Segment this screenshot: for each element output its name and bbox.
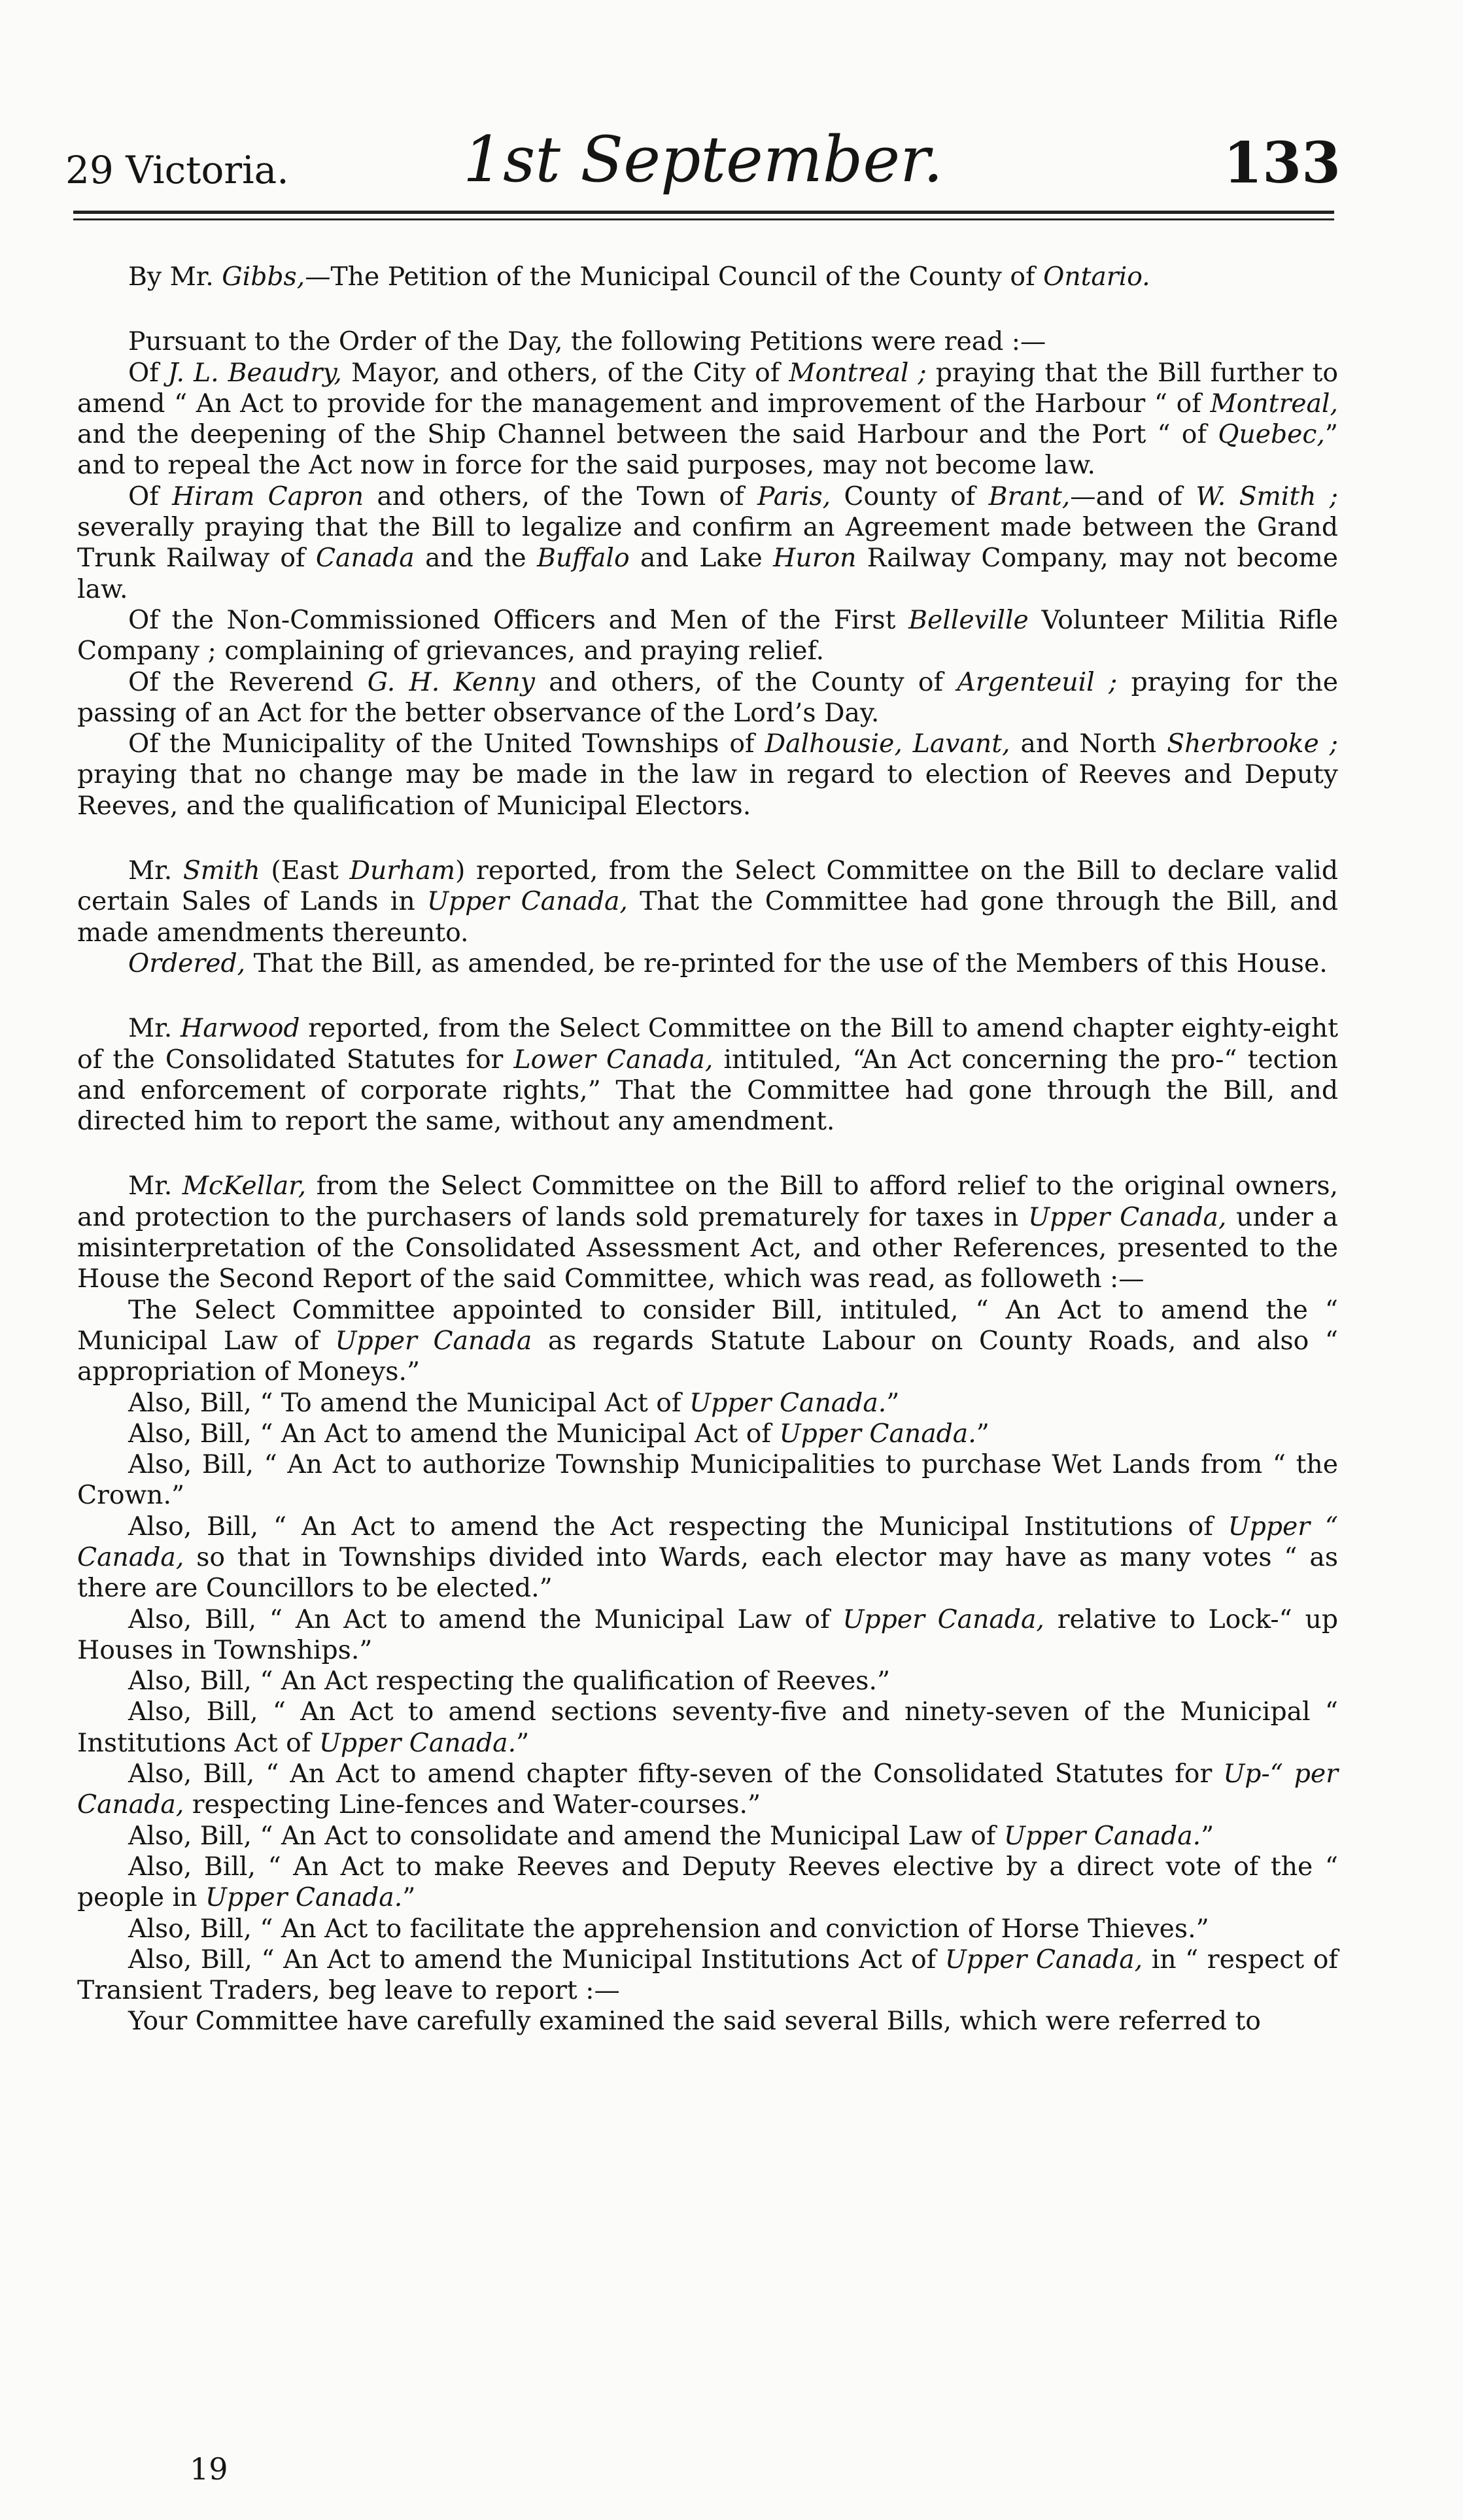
paragraph-spacer bbox=[77, 821, 1338, 855]
paragraph bbox=[77, 1171, 1338, 1294]
italic-run: Sherbrooke ; bbox=[1167, 729, 1339, 759]
text-run: Of the Non-Commissioned Officers and Men of the First bbox=[128, 605, 909, 635]
text-run: County of bbox=[831, 481, 989, 511]
paragraph bbox=[77, 1914, 1338, 1944]
paragraph bbox=[77, 667, 1338, 729]
text-run: Volunteer Militia Rifle Company ; complaining of grievances, and praying relief. bbox=[77, 605, 1338, 666]
text-run: Also, Bill, “ An Act to amend the Municipal Act of bbox=[128, 1419, 780, 1449]
paragraph bbox=[77, 1759, 1338, 1821]
text-run: intituled, “An Act concerning the pro-“ tection and enforcement of corporate rights,” That the Committee had gone through the Bill, and directed him to report the same, without any amendment. bbox=[77, 1044, 1338, 1137]
italic-run: Smith bbox=[182, 856, 260, 886]
italic-run: Quebec, bbox=[1218, 420, 1325, 450]
text-run: and others, of the Town of bbox=[364, 481, 758, 511]
italic-run: Ontario. bbox=[1043, 262, 1150, 292]
italic-run: Ordered, bbox=[128, 948, 246, 978]
paragraph bbox=[77, 1295, 1338, 1388]
text-run: and North bbox=[1010, 729, 1167, 759]
paragraph bbox=[77, 2006, 1338, 2037]
paragraph bbox=[77, 1944, 1338, 2007]
text-run: Of bbox=[128, 481, 173, 511]
text-run: Of bbox=[128, 358, 168, 388]
paragraph bbox=[77, 948, 1338, 979]
paragraph bbox=[77, 605, 1338, 667]
text-run: Also, Bill, “ An Act to amend sections seventy-five and ninety-seven of the Municipal “ Institutions Act of bbox=[77, 1697, 1338, 1758]
paragraph bbox=[77, 1697, 1338, 1759]
text-run: Of the Reverend bbox=[128, 667, 368, 697]
text-run: That the Committee had gone through the Bill, and made amendments thereunto. bbox=[77, 887, 1338, 948]
text-run: reported, from the Select Committee on the Bill to amend chapter eighty-eight of the Consolidated Statutes for bbox=[77, 1014, 1338, 1075]
italic-run: Upper Canada. bbox=[205, 1883, 403, 1913]
paragraph bbox=[77, 358, 1338, 481]
text-run: Also, Bill, “ An Act respecting the qualification of Reeves.” bbox=[128, 1666, 891, 1697]
paragraph bbox=[77, 1852, 1338, 1914]
italic-run: Upper Canada bbox=[335, 1326, 532, 1356]
header-rule-thin bbox=[73, 218, 1334, 220]
paragraph bbox=[77, 1449, 1338, 1511]
text-run: severally praying that the Bill to legalize and confirm an Agreement made between the Grand Trunk Railway of bbox=[77, 513, 1338, 574]
text-run: praying that no change may be made in the law in regard to election of Reeves and Deputy Reeves, and the qualification of Municipal Electors. bbox=[77, 760, 1338, 821]
italic-run: Huron bbox=[773, 544, 857, 574]
text-run: Mr. bbox=[128, 856, 183, 886]
text-run: Pursuant to the Order of the Day, the following Petitions were read :— bbox=[128, 327, 1046, 357]
italic-run: Upper Canada, bbox=[1027, 1202, 1227, 1232]
text-run: and the bbox=[414, 544, 537, 574]
italic-run: Upper Canada. bbox=[1003, 1821, 1201, 1851]
italic-run: Belleville bbox=[908, 605, 1029, 635]
italic-run: Upper “ Canada, bbox=[77, 1511, 1338, 1572]
text-run: under a misinterpretation of the Consolidated Assessment Act, and other References, presented to the House the Second Report of the said Committee, which was read, as followeth :— bbox=[77, 1202, 1338, 1294]
paragraph bbox=[77, 1388, 1338, 1419]
text-run: Of the Municipality of the United Townships of bbox=[128, 729, 765, 759]
text-run: Railway Company, may not become law. bbox=[77, 544, 1338, 604]
italic-run: Durham bbox=[349, 856, 456, 886]
page-number: 133 bbox=[1223, 130, 1341, 196]
text-run: Also, Bill, “ An Act to amend the Act respecting the Municipal Institutions of bbox=[128, 1511, 1228, 1542]
text-run: —The Petition of the Municipal Council of the County of bbox=[305, 262, 1044, 292]
italic-run: Montreal, bbox=[1210, 388, 1338, 419]
text-run: That the Bill, as amended, be re-printed for the use of the Members of this House. bbox=[245, 948, 1328, 978]
text-run: and Lake bbox=[629, 544, 774, 574]
paragraph bbox=[77, 855, 1338, 948]
text-run: praying that the Bill further to amend “ An Act to provide for the management and improvement of the Harbour “ of bbox=[77, 358, 1339, 419]
text-run: Also, Bill, “ An Act to amend the Municipal Institutions Act of bbox=[128, 1944, 945, 1975]
paragraph bbox=[77, 1511, 1338, 1604]
italic-run: Canada bbox=[315, 544, 415, 574]
text-run: praying for the passing of an Act for the better observance of the Lord’s Day. bbox=[77, 667, 1339, 728]
text-run: in “ respect of Transient Traders, beg leave to report :— bbox=[77, 1944, 1338, 2006]
italic-run: Argenteuil ; bbox=[957, 667, 1118, 697]
text-run: and the deepening of the Ship Channel between the said Harbour and the Port “ of bbox=[77, 420, 1218, 450]
text-run: Also, Bill, “ An Act to authorize Township Municipalities to purchase Wet Lands from “ the Crown.” bbox=[77, 1450, 1338, 1511]
italic-run: Up-“ per Canada, bbox=[77, 1759, 1338, 1820]
italic-run: Upper Canada, bbox=[842, 1604, 1044, 1634]
italic-run: J. L. Beaudry, bbox=[167, 358, 342, 388]
text-run: ” bbox=[886, 1388, 900, 1418]
italic-run: Upper Canada. bbox=[318, 1728, 517, 1758]
paragraph bbox=[77, 729, 1338, 821]
text-run: Mayor, and others, of the City of bbox=[341, 358, 789, 388]
paragraph bbox=[77, 262, 1338, 292]
italic-run: Upper Canada, bbox=[426, 887, 628, 917]
text-run: The Select Committee appointed to consider Bill, intituled, “ An Act to amend the “ Municipal Law of bbox=[77, 1295, 1338, 1356]
header-volume: 29 Victoria. bbox=[65, 148, 289, 192]
italic-run: W. Smith ; bbox=[1196, 481, 1338, 511]
text-run: (East bbox=[260, 856, 350, 886]
paragraph bbox=[77, 1419, 1338, 1449]
italic-run: Upper Canada. bbox=[689, 1388, 887, 1418]
text-run: Also, Bill, “ An Act to amend the Municipal Law of bbox=[128, 1604, 843, 1634]
paragraph-spacer bbox=[77, 292, 1338, 326]
paragraph bbox=[77, 326, 1338, 357]
text-run: ” and to repeal the Act now in force for the said purposes, may not become law. bbox=[77, 420, 1338, 481]
italic-run: Montreal ; bbox=[789, 358, 927, 388]
text-run: By Mr. bbox=[128, 262, 222, 292]
text-run: Also, Bill, “ An Act to amend chapter fifty-seven of the Consolidated Statutes for bbox=[128, 1759, 1224, 1789]
italic-run: Brant, bbox=[988, 481, 1071, 511]
header-date: 1st September. bbox=[462, 123, 943, 196]
text-run: Also, Bill, “ An Act to make Reeves and Deputy Reeves elective by a direct vote of the “ people in bbox=[77, 1852, 1338, 1913]
text-run: and others, of the County of bbox=[534, 667, 957, 697]
paragraph-spacer bbox=[77, 979, 1338, 1013]
text-run: ” bbox=[516, 1728, 530, 1758]
text-run: Also, Bill, “ To amend the Municipal Act of bbox=[128, 1388, 689, 1418]
text-run: relative to Lock-“ up Houses in Townships.” bbox=[77, 1604, 1338, 1665]
italic-run: Buffalo bbox=[536, 544, 630, 574]
paragraph-spacer bbox=[77, 1137, 1338, 1171]
italic-run: Dalhousie, Lavant, bbox=[765, 729, 1010, 759]
paragraph bbox=[77, 481, 1338, 605]
italic-run: Lower Canada, bbox=[513, 1044, 714, 1075]
text-run: ” bbox=[976, 1419, 990, 1449]
text-run: Also, Bill, “ An Act to facilitate the apprehension and conviction of Horse Thieves.” bbox=[128, 1914, 1209, 1944]
text-run: ” bbox=[1201, 1821, 1214, 1851]
paragraph bbox=[77, 1013, 1338, 1137]
text-run: so that in Townships divided into Wards, each elector may have as many votes “ as there are Councillors to be elected.” bbox=[77, 1542, 1338, 1604]
italic-run: G. H. Kenny bbox=[367, 667, 535, 697]
text-run: Mr. bbox=[128, 1014, 181, 1044]
italic-run: Paris, bbox=[757, 481, 831, 511]
text-run: as regards Statute Labour on County Roads, and also “ appropriation of Moneys.” bbox=[77, 1326, 1339, 1387]
text-run: ) reported, from the Select Committee on the Bill to declare valid certain Sales of Lands in bbox=[77, 856, 1338, 917]
paragraph bbox=[77, 1666, 1338, 1697]
text-run: Mr. bbox=[128, 1171, 182, 1201]
italic-run: Upper Canada, bbox=[944, 1944, 1143, 1975]
text-run: Your Committee have carefully examined the said several Bills, which were referred to bbox=[128, 2007, 1261, 2037]
text-run: from the Select Committee on the Bill to afford relief to the original owners, and protection to the purchasers of lands sold prematurely for taxes in bbox=[77, 1171, 1338, 1232]
page-header bbox=[65, 124, 1341, 196]
text-run: ” bbox=[402, 1883, 416, 1913]
paragraph bbox=[77, 1821, 1338, 1852]
italic-run: McKellar, bbox=[182, 1171, 307, 1201]
italic-run: Hiram Capron bbox=[172, 481, 364, 511]
text-run: respecting Line-fences and Water-courses.” bbox=[184, 1790, 761, 1820]
text-run: —and of bbox=[1070, 481, 1196, 511]
header-rule-thick bbox=[73, 211, 1334, 214]
italic-run: Gibbs, bbox=[222, 262, 305, 292]
paragraph bbox=[77, 1604, 1338, 1666]
italic-run: Upper Canada. bbox=[779, 1419, 976, 1449]
signature-mark: 19 bbox=[190, 2451, 228, 2487]
italic-run: Harwood bbox=[180, 1014, 300, 1044]
journal-body bbox=[77, 262, 1338, 2037]
text-run: Also, Bill, “ An Act to consolidate and amend the Municipal Law of bbox=[128, 1821, 1004, 1851]
